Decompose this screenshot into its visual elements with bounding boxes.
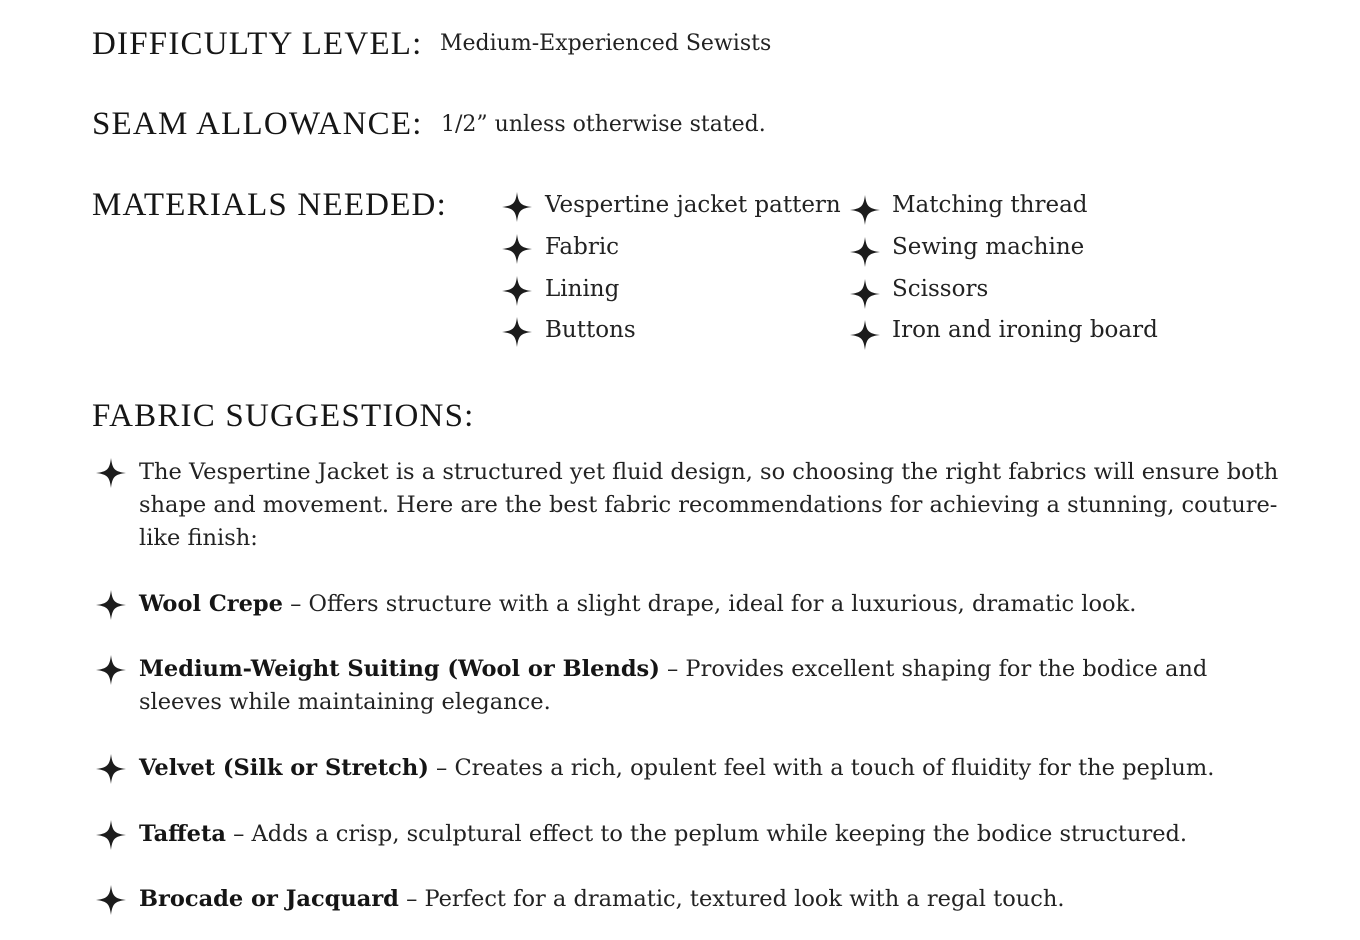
fabric-name: Taffeta: [139, 821, 226, 847]
fabric-item: [139, 588, 1279, 621]
material-item: Scissors: [892, 276, 989, 302]
four-point-star-icon: [850, 279, 880, 309]
materials-heading: MATERIALS NEEDED:: [92, 187, 447, 223]
fabric-name: Velvet (Silk or Stretch): [139, 755, 429, 781]
four-point-star-icon: [502, 317, 532, 347]
four-point-star-icon: [96, 655, 126, 685]
fabric-name: Wool Crepe: [139, 591, 283, 617]
fabric-item: [139, 818, 1279, 851]
fabric-desc: – Creates a rich, opulent feel with a touch of fluidity for the peplum.: [428, 755, 1215, 781]
difficulty-heading: DIFFICULTY LEVEL:: [92, 26, 423, 62]
four-point-star-icon: [96, 754, 126, 784]
fabric-desc: – Offers structure with a slight drape, ideal for a luxurious, dramatic look.: [282, 591, 1137, 617]
fabric-desc: – Provides excellent shaping for the bodice and sleeves while maintaining elegance.: [139, 656, 1208, 715]
difficulty-value: Medium-Experienced Sewists: [440, 31, 772, 56]
four-point-star-icon: [502, 234, 532, 264]
four-point-star-icon: [96, 590, 126, 620]
four-point-star-icon: [96, 458, 126, 488]
fabric-name: Brocade or Jacquard: [139, 886, 399, 912]
material-item: Sewing machine: [892, 234, 1085, 260]
material-item: Lining: [545, 276, 620, 302]
seam-allowance-heading: SEAM ALLOWANCE:: [92, 106, 423, 142]
fabric-item: [139, 752, 1279, 785]
four-point-star-icon: [96, 820, 126, 850]
seam-allowance-value: 1/2” unless otherwise stated.: [441, 112, 766, 137]
material-item: Matching thread: [892, 192, 1088, 218]
fabric-desc: – Adds a crisp, sculptural effect to the peplum while keeping the bodice structured.: [225, 821, 1188, 847]
fabric-item: [139, 653, 1279, 719]
four-point-star-icon: [96, 885, 126, 915]
material-item: Iron and ironing board: [892, 317, 1158, 343]
material-item: Buttons: [545, 317, 636, 343]
fabric-name: Medium-Weight Suiting (Wool or Blends): [139, 656, 660, 682]
fabric-desc: – Perfect for a dramatic, textured look with a regal touch.: [398, 886, 1065, 912]
fabric-intro: The Vespertine Jacket is a structured yet fluid design, so choosing the right fabrics will ensure both shape and movement. Here are the best fabric recommendations for achieving a stunning, couture-like finish:: [139, 459, 1279, 551]
four-point-star-icon: [502, 276, 532, 306]
four-point-star-icon: [850, 195, 880, 225]
four-point-star-icon: [850, 320, 880, 350]
material-item: Fabric: [545, 234, 620, 260]
fabric-item: [139, 883, 1279, 916]
four-point-star-icon: [850, 237, 880, 267]
material-item: Vespertine jacket pattern: [545, 192, 841, 218]
fabric-suggestions-heading: FABRIC SUGGESTIONS:: [92, 398, 475, 434]
four-point-star-icon: [502, 192, 532, 222]
